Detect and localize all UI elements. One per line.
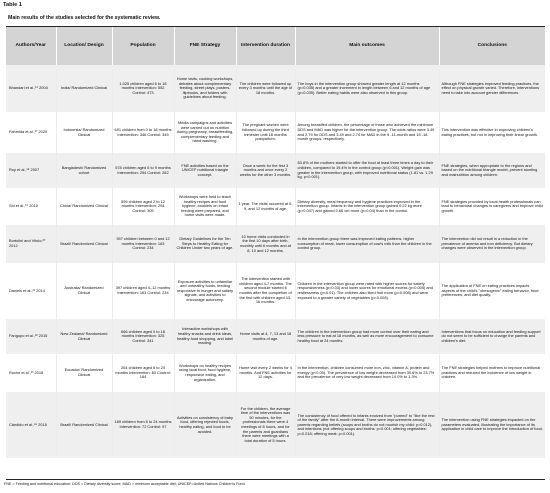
table-row [6,225,545,263]
cell-conclusions: This intervention was effective in improving children's eating practices, but not in improving their linear growth. [439,112,545,153]
cell-population: 1,025 children aged 6 to 18 months Intervention: 552 Control: 473 [112,65,174,112]
cell-author: Roy et al.,¹⁸ 2007 [6,153,56,188]
cell-population: 578 children aged 6 to 9 months Intervention: 294 Control: 282 [112,153,174,188]
table-row [6,153,545,188]
cell-design: India/ Randomized Clinical [56,65,112,112]
table-row [6,263,545,319]
cell-duration: Home visits at 4, 7, 13 and 18 months of age. [236,319,295,354]
cell-duration: The pregnant women were followed up during the third trimester until 18 months postpartum. [236,112,295,153]
table-row [6,112,545,153]
cell-conclusions: The application of FNE on eating practices impacts aspects of the child's "obesogenic" eating behavior, food preferences, and diet quality. [439,263,545,319]
cell-strategy: Media campaigns and activities were carried out on nutrition during pregnancy, breastfeeding, complementary feeding and hand washing. [174,112,236,153]
table-label: Table 1 [3,2,22,8]
cell-duration: The children were followed up every 3 months until the age of 18 months. [236,65,295,112]
cell-duration: 1 year. The visits occurred at 6, 9, and 12 months of age. [236,188,295,225]
header-intervention-duration: Intervention duration [236,27,295,65]
cell-strategy: Dietary Guidelines for the Ten Steps to Healthy Eating for Children Under two years of age. [174,225,236,263]
table-row [6,354,545,392]
cell-outcomes: Children in the intervention group were rated with higher scores for satiety responsiveness (p=0.03) and lower scores for emotional excess (p=0.005) and restlessness (p<0.01). The children also liked fruit more (p=0.008) and were exposed to a greater variety of vegetables (p=0.008). [295,263,439,319]
cell-outcomes: The consistency of food offered to infants evolved from "pureed" to "like the rest of the family" after the 8-month interval. There were improvements among parents regarding beliefs (soups and broths do not nourish my child: p=0.012), and intentions (not offering soups and broths: p<0.001; offering vegetables: p=0.018; offering meat: p=0.001). [295,392,439,458]
cell-design: Brazil/ Randomized Clinical [56,225,112,263]
cell-design: Indonesia/ Randomized Clinical [56,112,112,153]
cell-strategy: Activities on consistency of baby food, offering rejected foods, healthy eating, and food to be avoided. [174,392,236,458]
table-row [6,319,545,354]
table-header-row [6,27,545,65]
cell-conclusions: Interventions that focus on education and feeding support do not seem to be sufficient to change the parents and children's diet. [439,319,545,354]
header-conclusions: Conclusions [439,27,545,65]
table-bottom-rule [6,479,545,480]
cell-design: Ecuador/ Randomized Clinical [56,354,112,392]
cell-author: Cândido et al.,²⁴ 2018 [6,392,56,458]
cell-author: Bortolini and Vitolo,²⁰ 2012 [6,225,56,263]
cell-outcomes: The children in the intervention group had more control over their eating and less pressure to eat at 18 months, as well as more encouragement to consume healthy food at 24 months. [295,319,439,354]
cell-conclusions: The intervention using FNE strategies impacted on the parameters evaluated, illustrating the importance of its application in child care to improve the introduction of food. [439,392,545,458]
cell-strategy: FNE activities based on the UNICEF nutritional triangle concept. [174,153,236,188]
cell-design: Australia/ Randomized Clinical [56,263,112,319]
cell-design: New Zealand/ Randomized Clinical [56,319,112,354]
cell-strategy: Exposure activities to unfamiliar and unhealthy foods, feeding responsive to hunger and satiety signals, and activities to encourage autonomy. [174,263,236,319]
cell-duration: 10 home visits conducted in the first 10 days after birth, monthly until 6 months and at 8, 10 and 12 months. [236,225,295,263]
cell-population: 169 children from 6 to 24 months Intervention: 72 Control: 97 [112,392,174,458]
cell-conclusions: FNE strategies, when appropriate to the regions and based on the nutritional triangle model, prevent stunting and malnutrition among children. [439,153,545,188]
cell-author: Bhandari et al.,¹⁶ 2004 [6,65,56,112]
table-footnote: FNE = Feeding and nutritional education; DDS = Dietary diversity score; MAD = minimum acceptable diet; UNICEF=United Nations Children's Fund. [4,482,246,486]
header-authors-year: Authors/Year [6,27,56,65]
cell-outcomes: The boys in the intervention group showed greater length at 12 months (p=0.035) and a greater increment in length between 6 and 12 months of age (p=0.035). Better eating habits were also observed in this group. [295,65,439,112]
cell-conclusions: The intervention did not result in a reduction in the prevalence of anemia and iron deficiency. But dietary changes were observed in the intervention group. [439,225,545,263]
cell-design: China/ Randomized Clinical [56,188,112,225]
header-population: Population [112,27,174,65]
cell-strategy: Home visits, cooking workshops, debates about complementary feeding, street plays, posters, flipbooks, and folders with guidelines about feeding. [174,65,236,112]
cell-outcomes: In the intervention, children consumed more iron, zinc, vitamin A, protein and energy (p<0.05). The prevalence of low weight decreased from 30.6% to 23.7% and the prevalence of very low weight decreased from 10.0% to 1.3%. [295,354,439,392]
cell-population: 397 children between 0 and 12 months Intervention: 163 Control: 234 [112,225,174,263]
header-main-outcomes: Main outcomes [295,27,439,65]
cell-author: Shi et al.,¹⁹ 2010 [6,188,56,225]
cell-population: 599 children aged 2 to 12 months Intervention: 294 Control: 305 [112,188,174,225]
cell-population: 666 children aged 0 to 18 months Intervention: 325 Control: 341 [112,319,174,354]
cell-outcomes: Among breastfed children, the percentage of those who achieved the minimum DDS and MAD was higher for the intervention group. The odds ratios were 3.49 and 2.79 for DDS and 3.49 and 2.74 for MAD in the 9 -11-month and 15 -18 month groups, respectively. [295,112,439,153]
cell-outcomes: Dietary diversity, meal frequency and hygiene practices improved in the intervention group. Infants in the intervention group gained 0.22 kg more (p=0.047) and gained 0.66 cm more (p=0.04) than in the control. [295,188,439,225]
table-row [6,65,545,112]
cell-design: Brazil/ Randomized Clinical [56,392,112,458]
header-location-design: Location/ Design [56,27,112,65]
table-row [6,188,545,225]
cell-author: Fahmida et al.,¹⁷ 2020 [6,112,56,153]
cell-population: 397 children aged 4–12 months Intervention: 163 Control: 234 [112,263,174,319]
cell-conclusions: FNE strategies provided by local health professionals can lead to behavioral changes in caregivers and improve child growth. [439,188,545,225]
cell-duration: The intervention started with children aged 4-7 months. The second module started 6 months after the completion of the first with children aged 13-16 months. [236,263,295,319]
cell-strategy: Workshops were held to teach healthy recipes and food hygiene, booklets on infant feeding were prepared, and home visits were made. [174,188,236,225]
cell-outcomes: 83.8% of the mothers started to offer the food at least three times a day to their children, compared to 19.4% in the control group (p<0.001). Weight gain was greater in the intervention group, with improved nutritional status (1.81 vs. 1.29 kg, p<0.001). [295,153,439,188]
cell-duration: Home visit every 2 weeks for 4 months. And FNE activities for 12 days. [236,354,295,392]
cell-outcomes: In the intervention group there was improved eating patterns, higher consumption of meat, lower consumption of cow's milk than the children in the control group. [295,225,439,263]
cell-duration: Once a week for the first 3 months and once every 2 weeks for the other 3 months. [236,153,295,188]
header-fne-strategy: FNE Strategy [174,27,236,65]
cell-population: 691 children from 0 to 18 months Intervention: 346 Control: 345 [112,112,174,153]
results-table [6,27,545,458]
cell-strategy: Interactive workshops with healthy snacks and drink ideas, healthy food shopping, and label reading. [174,319,236,354]
table-caption: Main results of the studies selected for the systematic review. [8,15,161,21]
cell-author: Roche et al.,²³ 2018 [6,354,56,392]
cell-author: Daniels et al.,²¹ 2014 [6,263,56,319]
cell-strategy: Workshops on healthy recipes using local food, food hygiene, responsive eating, and organization. [174,354,236,392]
cell-population: 264 children aged 6 to 24 months Intervention: 80 Control: 184 [112,354,174,392]
cell-conclusions: Although FNE strategies improved feeding practices, the effect on physical growth varied. Therefore, interventions need to take into account gender differences. [439,65,545,112]
cell-duration: For the children, the average time of the interventions was 50 minutes, for the professionals there were 4 meetings of 8 hours, and for the parents and guardians there were meetings with a total duration of 5 hours. [236,392,295,458]
table-row [6,392,545,458]
cell-conclusions: The FNE strategies helped mothers to improve nutritional practices and reduced the incidence of low weight in children. [439,354,545,392]
cell-design: Bangladesh/ Randomized cohort [56,153,112,188]
cell-author: Fangupo et al.,²² 2015 [6,319,56,354]
